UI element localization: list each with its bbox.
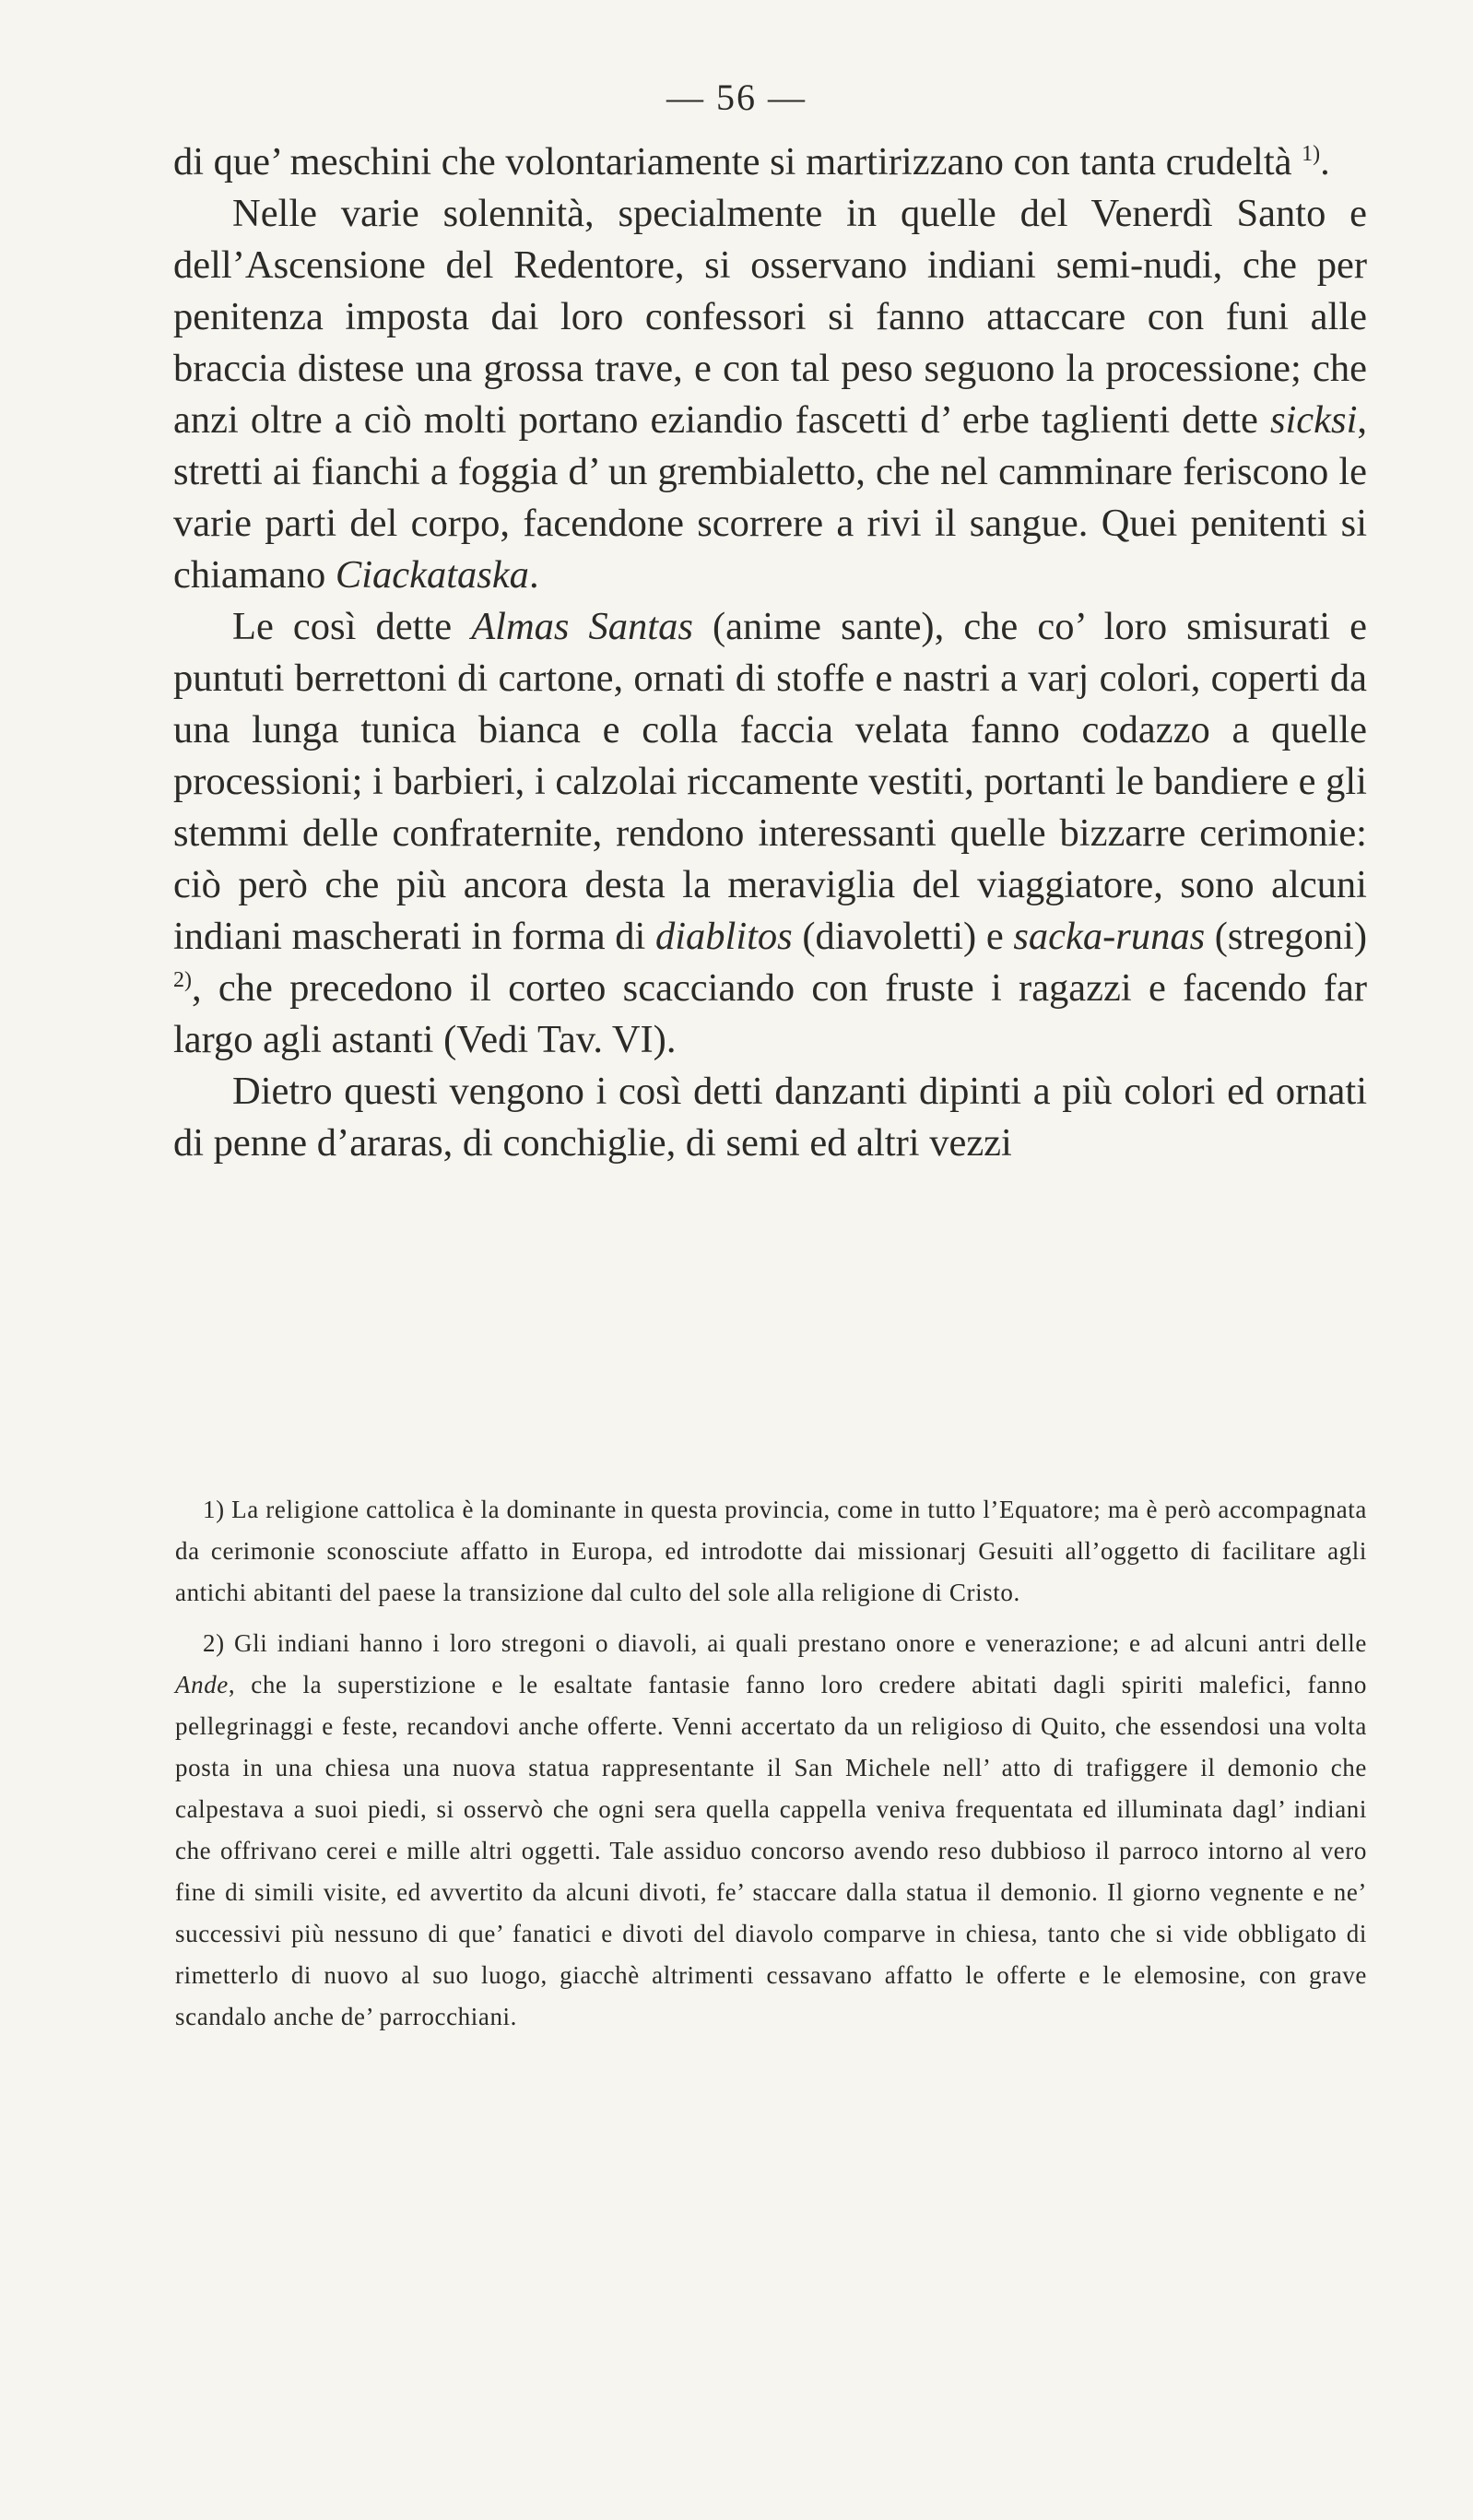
text-segment: (anime sante), che co’ loro smisurati e puntuti berrettoni di cartone, ornati di stoffe e nastri a varj colori, coperti da una lunga tunica bianca e colla faccia velata fanno codazzo a quelle processioni; i barbieri, i calzolai riccamente vestiti, portanti le bandiere e gli stemmi delle confraternite, rendono interessanti quelle bizzarre cerimonie: ciò però che più ancora desta la meraviglia del viaggiatore, sono alcuni indiani mascherati in forma di (173, 605, 1367, 958)
text-segment: La religione cattolica è la dominante in questa provincia, come in tutto l’Equatore; ma è però accompagnata da cerimonie sconosciute affatto in Europa, ed introdotte dai missionarj Gesuiti all’oggetto di facilitare agli antichi abitanti del paese la transizione dal culto del sole alla religione di Cristo. (175, 1496, 1367, 1606)
footnotes (175, 1489, 1367, 2038)
italic-term: sicksi (1269, 398, 1358, 442)
paragraph (173, 601, 1367, 1066)
italic-term: Ciackataska (335, 553, 529, 597)
text-segment: Dietro questi vengono i così detti danzanti dipinti a più colori ed ornati di penne d’araras, di conchiglie, di semi ed altri vezzi (173, 1070, 1367, 1165)
text-segment: , stretti ai fianchi a foggia d’ un grembialetto, che nel camminare feriscono le varie parti del corpo, facendone scorrere a rivi il sangue. Quei penitenti si chiamano (173, 398, 1367, 597)
footnote-number: 2) (203, 1629, 225, 1657)
text-segment: Gli indiani hanno i loro stregoni o diavoli, ai quali prestano onore e venerazione; e ad alcuni antri delle (224, 1629, 1367, 1657)
text-segment: , che la superstizione e le esaltate fantasie fanno loro credere abitati dagli spiriti malefici, fanno pellegrinaggi e feste, recandovi anche offerte. Venni accertato da un religioso di Quito, che essendosi una volta posta in una chiesa una nuova statua rappresentante il San Michele nell’ atto di trafiggere il demonio che calpestava a suoi piedi, si osservò che ogni sera quella cappella veniva frequentata ed illuminata dagl’ indiani che offrivano cerei e mille altri oggetti. Tale assiduo concorso avendo reso dubbioso il parroco intorno al vero fine di simili visite, ed avvertito da alcuni divoti, fe’ staccare dalla statua il demonio. Il giorno vegnente e ne’ successivi più nessuno di que’ fanatici e divoti del diavolo comparve in chiesa, tanto che si vide obbligato di rimetterlo di nuovo al suo luogo, giacchè altrimenti cessavano affatto le offerte e le elemosine, con grave scandalo anche de’ parrocchiani. (175, 1671, 1367, 2030)
text-segment: . (1320, 140, 1330, 183)
text-segment: (stregoni) (1205, 915, 1368, 958)
main-text (173, 136, 1367, 1169)
paragraph (173, 188, 1367, 601)
italic-term: diablitos (654, 915, 793, 958)
page-number: — 56 — (666, 77, 807, 118)
paragraph (173, 136, 1367, 188)
paragraph (173, 1066, 1367, 1169)
text-segment: Nelle varie solennità, specialmente in quelle del Venerdì Santo e dell’Ascensione del Redentore, si osservano indiani semi-nudi, che per penitenza imposta dai loro confessori si fanno attaccare con funi alle braccia distese una grossa trave, e con tal peso seguono la processione; che anzi oltre a ciò molti portano eziandio fascetti d’ erbe taglienti dette (173, 192, 1367, 442)
text-segment: , che precedono il corteo scacciando con fruste i ragazzi e facendo far largo agli astanti (Vedi Tav. VI). (173, 966, 1367, 1061)
text-segment: Le così dette (232, 605, 472, 648)
text-segment: (diavoletti) e (792, 915, 1014, 958)
text-segment: . (528, 553, 539, 597)
footnote-reference: 1) (1302, 141, 1321, 166)
footnote-number: 1) (203, 1496, 225, 1523)
footnote (175, 1489, 1367, 1614)
italic-term: Almas Santas (471, 605, 693, 648)
footnote (175, 1623, 1367, 2038)
italic-term: sacka-runas (1013, 915, 1206, 958)
text-segment: di que’ meschini che volontariamente si martirizzano con tanta crudeltà (173, 140, 1302, 183)
italic-term: Ande (175, 1671, 229, 1698)
footnote-reference: 2) (173, 967, 192, 992)
